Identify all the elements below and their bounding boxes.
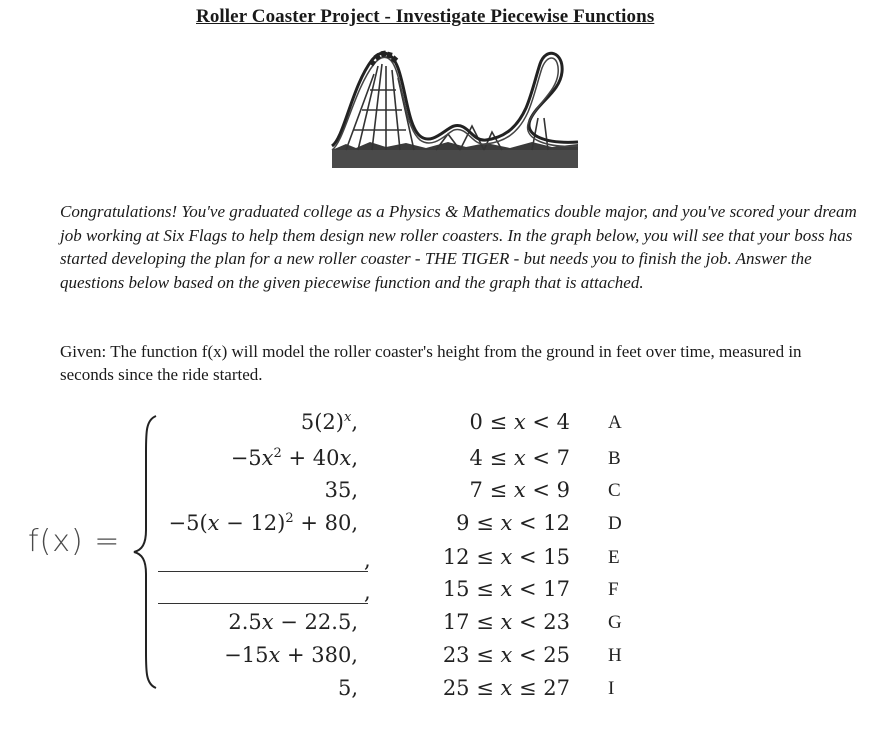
piece-expression: $-5x^2 + 40x$, [230, 446, 358, 470]
piece-expression: 2.5x − 22.5, [228, 610, 358, 634]
page-title: Roller Coaster Project - Investigate Piecewise Functions [196, 6, 655, 27]
piece-expression: $-5(x - 12)^2 + 80$, [168, 511, 358, 535]
piece-row [150, 577, 640, 607]
piece-domain: 25 ≤ x ≤ 27 [442, 676, 570, 700]
piece-label: F [608, 579, 619, 600]
piece-row [150, 410, 640, 440]
piece-row [150, 545, 640, 575]
piece-label: D [608, 513, 622, 534]
piece-row [150, 676, 640, 706]
piece-row [150, 610, 640, 640]
piece-domain: 4 ≤ x < 7 [469, 446, 570, 470]
piece-row [150, 511, 640, 541]
piece-expression: 5, [337, 676, 358, 700]
piece-label: E [608, 547, 620, 568]
piece-label: G [608, 612, 622, 633]
piece-domain: 12 ≤ x < 15 [442, 545, 570, 569]
piece-label: C [608, 480, 621, 501]
piece-label: B [608, 448, 621, 469]
piece-domain: 15 ≤ x < 17 [442, 577, 570, 601]
piece-row [150, 446, 640, 476]
function-label: f(x) = [28, 524, 121, 559]
blank-answer-line[interactable] [158, 551, 368, 572]
piece-expression: $5(2)^x$, [300, 410, 358, 434]
blank-answer-line[interactable] [158, 583, 368, 604]
piece-expression: 35, [324, 478, 358, 502]
piece-domain: 7 ≤ x < 9 [469, 478, 570, 502]
piece-row [150, 643, 640, 673]
piece-domain: 9 ≤ x < 12 [456, 511, 570, 535]
piece-label: H [608, 645, 622, 666]
coaster-track [332, 53, 578, 146]
blank-comma: , [364, 580, 371, 604]
piece-expression: −15x + 380, [224, 643, 358, 667]
piece-label: A [608, 412, 622, 433]
roller-coaster-illustration [326, 46, 582, 170]
blank-comma: , [364, 548, 371, 572]
piece-domain: 0 ≤ x < 4 [469, 410, 570, 434]
piece-domain: 17 ≤ x < 23 [442, 610, 570, 634]
piece-domain: 23 ≤ x < 25 [442, 643, 570, 667]
piece-label: I [608, 678, 615, 699]
piece-row [150, 478, 640, 508]
intro-paragraph: Congratulations! You've graduated college as a Physics & Mathematics double major, and you've scored your dream job working at Six Flags to help them design new roller coasters. In the graph below, you will see that your boss has started developing the plan for a new roller coaster - THE TIGER - but needs you to finish the job. Answer the questions below based on the given piecewise function and the graph that is attached. [60, 202, 857, 292]
given-statement: Given: The function f(x) will model the roller coaster's height from the ground in feet over time, measured in seconds since the ride started. [60, 342, 802, 384]
